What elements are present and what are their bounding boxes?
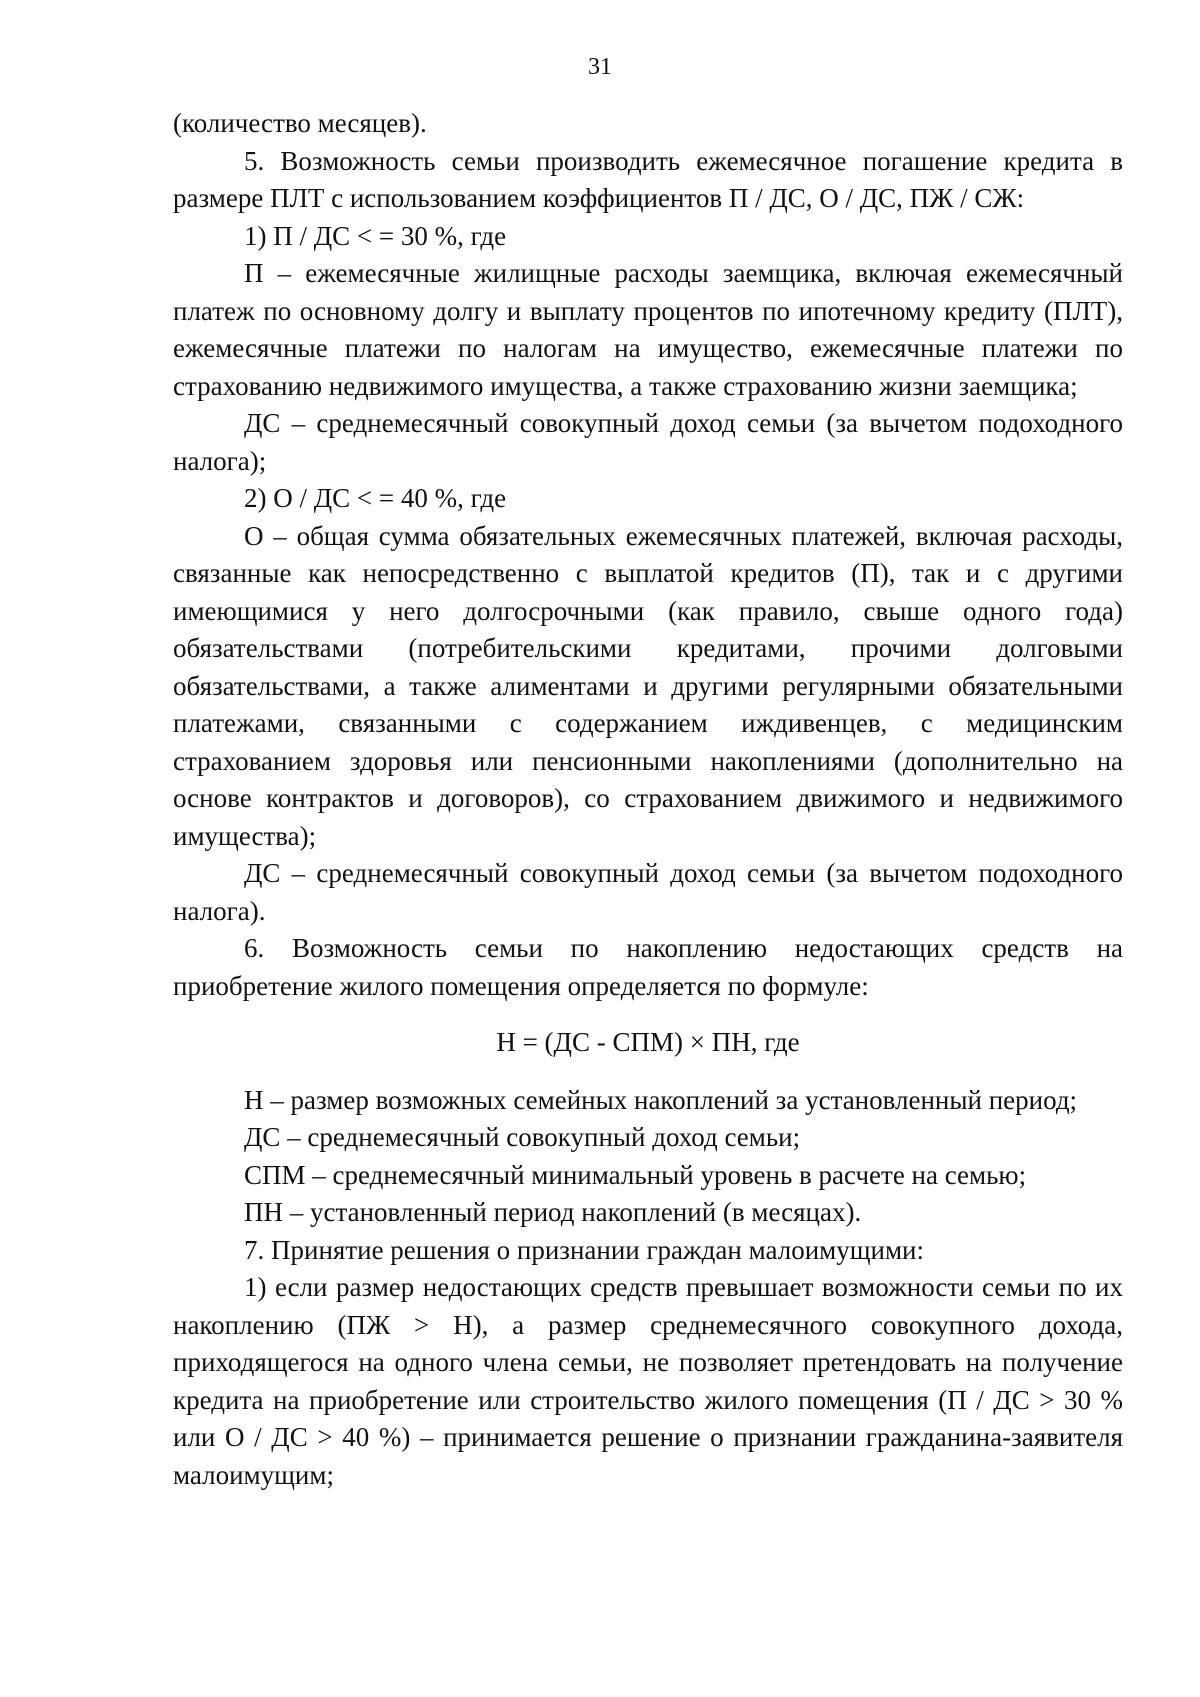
formula: Н = (ДС - СПМ) × ПН, где [496, 1027, 800, 1057]
paragraph-definition-p: П – ежемесячные жилищные расходы заемщика, включая ежемесячный платеж по основному долгу и выплату процентов по ипотечному кредиту (ПЛТ), ежемесячные платежи по налогам на имущество, ежемесячные платежи по страхованию недвижимого имущества, а также страхованию жизни заемщика; [173, 258, 1123, 401]
paragraph-item-5: 5. Возможность семьи производить ежемесячное погашение кредита в размере ПЛТ с использованием коэффициентов П / ДС, О / ДС, ПЖ / СЖ: [173, 145, 1123, 213]
paragraph-ratio-2: 2) О / ДС < = 40 %, где [244, 483, 507, 513]
paragraph-definition-n: Н – размер возможных семейных накоплений за установленный период; [244, 1084, 1078, 1115]
paragraph-item-6: 6. Возможность семьи по накоплению недостающих средств на приобретение жилого помещения определяется по формуле: [173, 933, 1123, 1001]
paragraph-item-7: 7. Принятие решения о признании граждан малоимущими: [244, 1234, 925, 1265]
paragraph-definition-spm: СПМ – среднемесячный минимальный уровень в расчете на семью; [244, 1159, 1027, 1190]
paragraph-definition-o: О – общая сумма обязательных ежемесячных платежей, включая расходы, связанные как непосредственно с выплатой кредитов (П), так и с другими имеющимися у него долгосрочными (как правило, свыше одного года) обязательствами (потребительскими кредитами, прочими долговыми обязательствами, а также алиментами и другими регулярными обязательными платежами, связанными с содержанием иждивенцев, с медицинским страхованием здоровья или пенсионными накоплениями (дополнительно на основе контрактов и договоров), со страхованием движимого и недвижимого имущества); [173, 520, 1123, 851]
paragraph-ratio-1: 1) П / ДС < = 30 %, где [244, 220, 507, 251]
paragraph-definition-ds: ДС – среднемесячный совокупный доход семьи (за вычетом подоходного налога); [173, 408, 1123, 476]
paragraph-definition-pn: ПН – установленный период накоплений (в месяцах). [244, 1197, 862, 1227]
document-body [173, 105, 1123, 1494]
paragraph-definition-ds-3: ДС – среднемесячный совокупный доход семьи; [244, 1122, 801, 1152]
page-number: 31 [588, 54, 612, 80]
paragraph-continuation: (количество месяцев). [173, 108, 427, 138]
paragraph-definition-ds-2: ДС – среднемесячный совокупный доход семьи (за вычетом подоходного налога). [173, 858, 1123, 926]
paragraph-decision-1: 1) если размер недостающих средств превышает возможности семьи по их накоплению (ПЖ > Н), а размер среднемесячного совокупного дохода, приходящегося на одного члена семьи, не позволяет претендовать на получение кредита на приобретение или строительство жилого помещения (П / ДС > 30 % или О / ДС > 40 %) – принимается решение о признании гражданина-заявителя малоимущим; [173, 1272, 1123, 1490]
